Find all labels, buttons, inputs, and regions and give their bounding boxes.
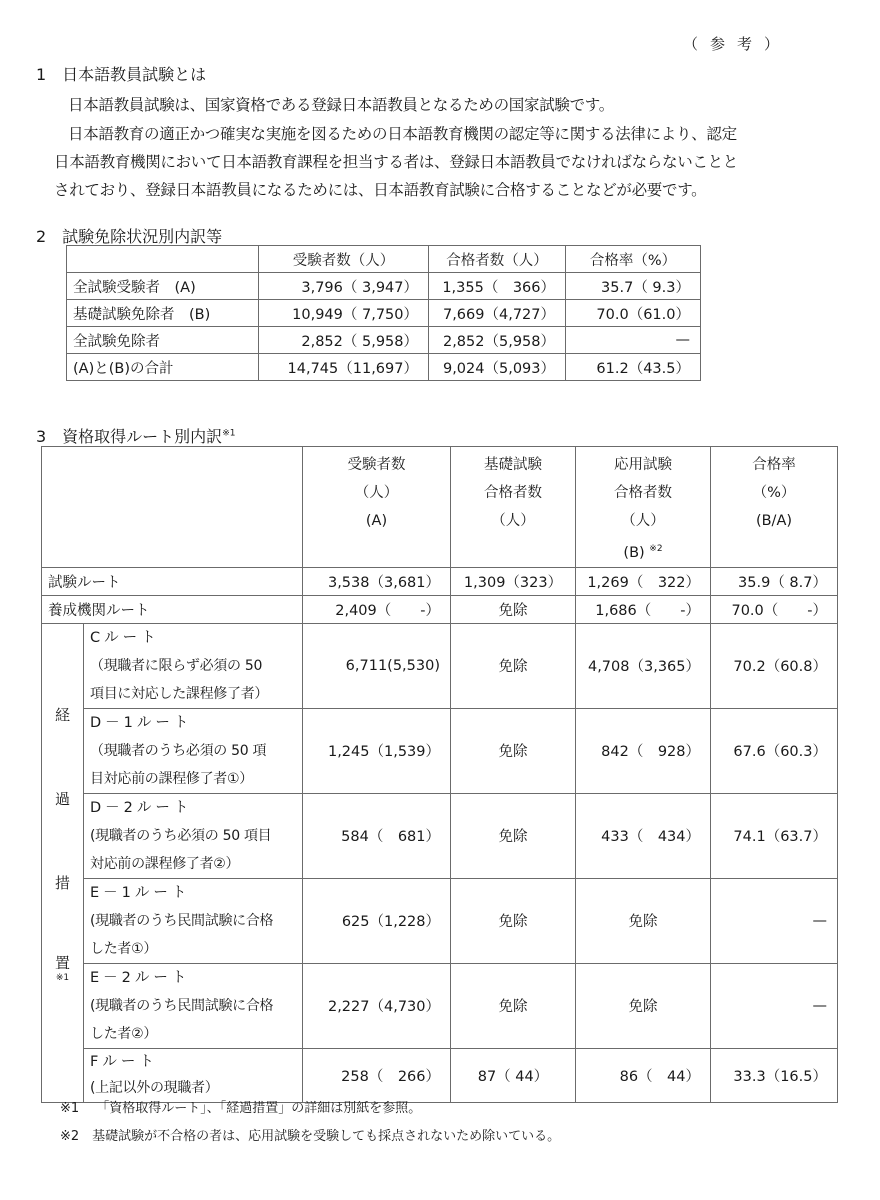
examinees-cell: 14,745（11,697） <box>259 354 429 381</box>
applied-cell: 免除 <box>576 963 711 1048</box>
header-line: 基礎試験 <box>484 457 542 473</box>
row-label: (A)と(B)の合計 <box>67 354 259 381</box>
route-cell <box>84 623 303 708</box>
examinees-cell: 3,796（ 3,947） <box>259 273 429 300</box>
applied-cell: 免除 <box>576 878 711 963</box>
route-cell <box>84 1048 303 1102</box>
basic-cell: 1,309（323） <box>451 567 576 595</box>
route-cell <box>84 793 303 878</box>
examinees-cell: 2,409（ -） <box>303 595 451 623</box>
header-examinees <box>303 447 451 568</box>
header-cell-empty <box>42 447 303 568</box>
row-label: 全試験免除者 <box>67 327 259 354</box>
passers-cell: 2,852（5,958） <box>429 327 566 354</box>
examinees-cell: 584（ 681） <box>303 793 451 878</box>
route-breakdown-table <box>41 446 838 1103</box>
table-row <box>67 273 701 300</box>
rate-cell: — <box>566 327 701 354</box>
header-cell <box>67 246 259 273</box>
header-cell: 受験者数（人） <box>259 246 429 273</box>
section3-title-text: 3 資格取得ルート別内訳 <box>36 427 223 446</box>
route-desc: 対応前の課程修了者②） <box>90 855 240 872</box>
header-rate <box>711 447 838 568</box>
rate-cell: 70.0（61.0） <box>566 300 701 327</box>
applied-cell: 1,269（ 322） <box>576 567 711 595</box>
section3-title <box>36 424 235 447</box>
table-row <box>42 595 838 623</box>
route-desc: 項目に対応した課程修了者） <box>90 685 269 702</box>
rate-cell: — <box>711 963 838 1048</box>
passers-cell: 7,669（4,727） <box>429 300 566 327</box>
header-cell: 合格者数（人） <box>429 246 566 273</box>
route-desc: (上記以外の現職者） <box>90 1080 219 1097</box>
basic-cell: 免除 <box>451 595 576 623</box>
header-applied-passers <box>576 447 711 568</box>
examinees-cell: 2,852（ 5,958） <box>259 327 429 354</box>
rate-cell: — <box>711 878 838 963</box>
section1-paragraph2-line3: されており、登録日本語教員になるためには、日本語教育試験に合格することなどが必要です。 <box>54 181 707 199</box>
route-desc: した者②） <box>90 1025 158 1042</box>
vertical-char: 置 <box>54 953 70 972</box>
route-cell <box>84 878 303 963</box>
exemption-status-table <box>66 245 701 381</box>
applied-cell: 4,708（3,365） <box>576 623 711 708</box>
table-row <box>42 567 838 595</box>
applied-cell: 433（ 434） <box>576 793 711 878</box>
route-name: Fルート <box>90 1054 158 1071</box>
table-row <box>42 708 838 793</box>
header-line: (B/A) <box>755 513 793 529</box>
route-desc: （現職者に限らず必須の 50 <box>90 657 263 674</box>
header-basic-passers <box>451 447 576 568</box>
basic-cell: 87（ 44） <box>451 1048 576 1102</box>
vertical-char: 措 <box>54 873 70 892</box>
header-line: (A) <box>365 513 388 529</box>
applied-cell: 842（ 928） <box>576 708 711 793</box>
basic-cell: 免除 <box>451 793 576 878</box>
vertical-char: 過 <box>54 789 70 808</box>
rate-cell: 70.0（ -） <box>711 595 838 623</box>
header-b: (B) <box>623 544 645 561</box>
header-line: （人） <box>491 513 535 529</box>
route-desc: (現職者のうち民間試験に合格 <box>90 997 274 1014</box>
rate-cell: 35.7（ 9.3） <box>566 273 701 300</box>
table-header-row <box>67 246 701 273</box>
header-line: （人） <box>621 513 665 529</box>
section2-title: 2 試験免除状況別内訳等 <box>36 227 223 246</box>
section1-paragraph2-line1: 日本語教育の適正かつ確実な実施を図るための日本語教育機関の認定等に関する法律により、認定 <box>68 125 737 143</box>
footnote-marker: ※2 <box>649 544 663 554</box>
route-desc: （現職者のうち必須の 50 項 <box>90 742 267 759</box>
rate-cell: 61.2（43.5） <box>566 354 701 381</box>
examinees-cell: 258（ 266） <box>303 1048 451 1102</box>
row-label: 基礎試験免除者 (B) <box>67 300 259 327</box>
route-name: D－1ルート <box>90 714 193 731</box>
route-name: D－2ルート <box>90 799 193 816</box>
route-name: Cルート <box>90 629 160 646</box>
examinees-cell: 10,949（ 7,750） <box>259 300 429 327</box>
rate-cell: 70.2（60.8） <box>711 623 838 708</box>
header-line: 合格率 <box>752 457 796 473</box>
route-desc: (現職者のうち必須の 50 項目 <box>90 827 272 844</box>
route-name: 試験ルート <box>42 567 303 595</box>
table-row <box>67 354 701 381</box>
header-line: 応用試験 <box>614 457 672 473</box>
route-cell <box>84 708 303 793</box>
rate-cell: 35.9（ 8.7） <box>711 567 838 595</box>
header-line: 受験者数 <box>347 457 406 473</box>
passers-cell: 9,024（5,093） <box>429 354 566 381</box>
passers-cell: 1,355（ 366） <box>429 273 566 300</box>
basic-cell: 免除 <box>451 708 576 793</box>
basic-cell: 免除 <box>451 623 576 708</box>
route-desc: (現職者のうち民間試験に合格 <box>90 912 274 929</box>
reference-label: （参考） <box>683 35 792 53</box>
table-row <box>42 1048 838 1102</box>
route-desc: した者①） <box>90 940 158 957</box>
route-name: E－2ルート <box>90 969 191 986</box>
table-row <box>42 963 838 1048</box>
header-line <box>582 535 704 567</box>
basic-cell: 免除 <box>451 963 576 1048</box>
row-label: 全試験受験者 (A) <box>67 273 259 300</box>
table-row <box>42 878 838 963</box>
rate-cell: 74.1（63.7） <box>711 793 838 878</box>
header-line: 合格者数 <box>484 485 542 501</box>
table-row <box>42 793 838 878</box>
transitional-measures-label <box>42 623 84 1102</box>
table-row <box>67 300 701 327</box>
route-cell <box>84 963 303 1048</box>
section1-paragraph2-line2: 日本語教育機関において日本語教育課程を担当する者は、登録日本語教員でなければならないことと <box>54 153 739 171</box>
header-line: 合格者数 <box>614 485 672 501</box>
examinees-cell: 6,711(5,530) <box>303 623 451 708</box>
table-header-row <box>42 447 838 568</box>
header-line: （%） <box>752 485 796 501</box>
footnote-1: ※1 「資格取得ルート」、「経過措置」の詳細は別紙を参照。 <box>60 1101 422 1116</box>
examinees-cell: 625（1,228） <box>303 878 451 963</box>
rate-cell: 33.3（16.5） <box>711 1048 838 1102</box>
header-cell: 合格率（%） <box>566 246 701 273</box>
route-name: E－1ルート <box>90 884 191 901</box>
route-name: 養成機関ルート <box>42 595 303 623</box>
header-line: （人） <box>354 485 399 501</box>
examinees-cell: 2,227（4,730） <box>303 963 451 1048</box>
applied-cell: 1,686（ -） <box>576 595 711 623</box>
basic-cell: 免除 <box>451 878 576 963</box>
footnote-marker: ※1 <box>222 428 236 439</box>
section1-paragraph1: 日本語教員試験は、国家資格である登録日本語教員となるための国家試験です。 <box>68 96 614 114</box>
vertical-char: 経 <box>54 705 70 724</box>
rate-cell: 67.6（60.3） <box>711 708 838 793</box>
section1-title: 1 日本語教員試験とは <box>36 65 207 84</box>
table-row <box>42 623 838 708</box>
examinees-cell: 1,245（1,539） <box>303 708 451 793</box>
route-desc: 目対応前の課程修了者①） <box>90 770 253 787</box>
table-row <box>67 327 701 354</box>
footnote-marker: ※1 <box>55 972 70 983</box>
applied-cell: 86（ 44） <box>576 1048 711 1102</box>
examinees-cell: 3,538（3,681） <box>303 567 451 595</box>
footnote-2: ※2 基礎試験が不合格の者は、応用試験を受験しても採点されないため除いている。 <box>60 1129 561 1144</box>
